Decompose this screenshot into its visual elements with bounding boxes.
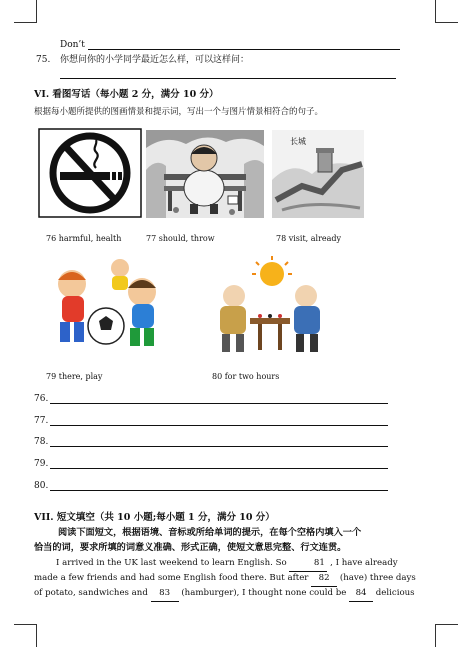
littering-man-illustration xyxy=(146,130,264,218)
section7-instruction-2: 恰当的词，要求所填的词意义准确、形式正确，使短文意思完整、行文连贯。 xyxy=(34,542,347,553)
passage-text-3a: of potato, sandwiches and xyxy=(34,588,148,598)
passage-text-2b: (have) three days xyxy=(339,573,416,583)
answer-line-78 xyxy=(50,446,388,447)
chess-players-illustration xyxy=(202,256,336,356)
passage-text-3b: (hamburger), I thought none could be xyxy=(181,588,347,598)
caption-79: 79 there, play xyxy=(46,372,103,381)
great-wall-illustration xyxy=(272,130,364,218)
caption-77: 77 should, throw xyxy=(146,234,215,243)
section6-instruction: 根据每小题所提供的图画情景和提示词，写出一个与图片情景相符合的句子。 xyxy=(34,107,324,117)
blank-81[interactable]: 81 xyxy=(289,556,327,572)
passage-line-1 xyxy=(34,556,438,572)
answer-line-label-80: 80. xyxy=(34,481,49,491)
caption-76: 76 harmful, health xyxy=(46,234,122,243)
blank-83[interactable]: 83 xyxy=(151,586,179,602)
answer-line-label-76: 76. xyxy=(34,394,49,404)
passage-text-1b: , I have already xyxy=(330,558,398,568)
q75-text: 你想问你的小学同学最近怎么样，可以这样问： xyxy=(60,55,250,65)
no-smoking-icon xyxy=(38,128,142,218)
answer-line-label-79: 79. xyxy=(34,459,49,469)
passage-line-3 xyxy=(34,586,438,602)
blank-82[interactable]: 82 xyxy=(311,571,337,587)
caption-78: 78 visit, already xyxy=(276,234,342,243)
section7-instruction-1: 阅读下面短文，根据语境、音标或所给单词的提示，在每个空格内填入一个 xyxy=(58,527,362,538)
answer-line-label-77: 77. xyxy=(34,416,49,426)
dont-label: Don’t xyxy=(60,40,85,50)
q75-number: 75. xyxy=(36,55,51,65)
crop-mark-top-right xyxy=(435,0,458,23)
answer-line-label-78: 78. xyxy=(34,437,49,447)
crop-mark-top-left xyxy=(14,0,37,23)
dont-answer-line xyxy=(88,49,400,50)
blank-84[interactable]: 84 xyxy=(349,586,373,602)
crop-mark-bottom-right xyxy=(435,624,458,647)
passage-text-2a: made a few friends and had some English food there. But after xyxy=(34,573,309,583)
passage-text-3c: delicious xyxy=(375,588,415,598)
great-wall-label: 长城 xyxy=(290,137,306,146)
kids-football-illustration xyxy=(40,254,170,358)
q75-answer-line xyxy=(60,78,396,79)
section6-title: VI. 看图写话（每小题 2 分，满分 10 分） xyxy=(34,89,219,100)
section7-title: VII. 短文填空（共 10 小题;每小题 1 分，满分 10 分） xyxy=(34,512,275,523)
answer-line-76 xyxy=(50,403,388,404)
passage-line-2 xyxy=(34,571,438,587)
passage-text-1a: I arrived in the UK last weekend to learn English. So xyxy=(56,558,287,568)
answer-line-77 xyxy=(50,425,388,426)
crop-mark-bottom-left xyxy=(14,624,37,647)
answer-line-79 xyxy=(50,468,388,469)
answer-line-80 xyxy=(50,490,388,491)
caption-80: 80 for two hours xyxy=(212,372,280,381)
